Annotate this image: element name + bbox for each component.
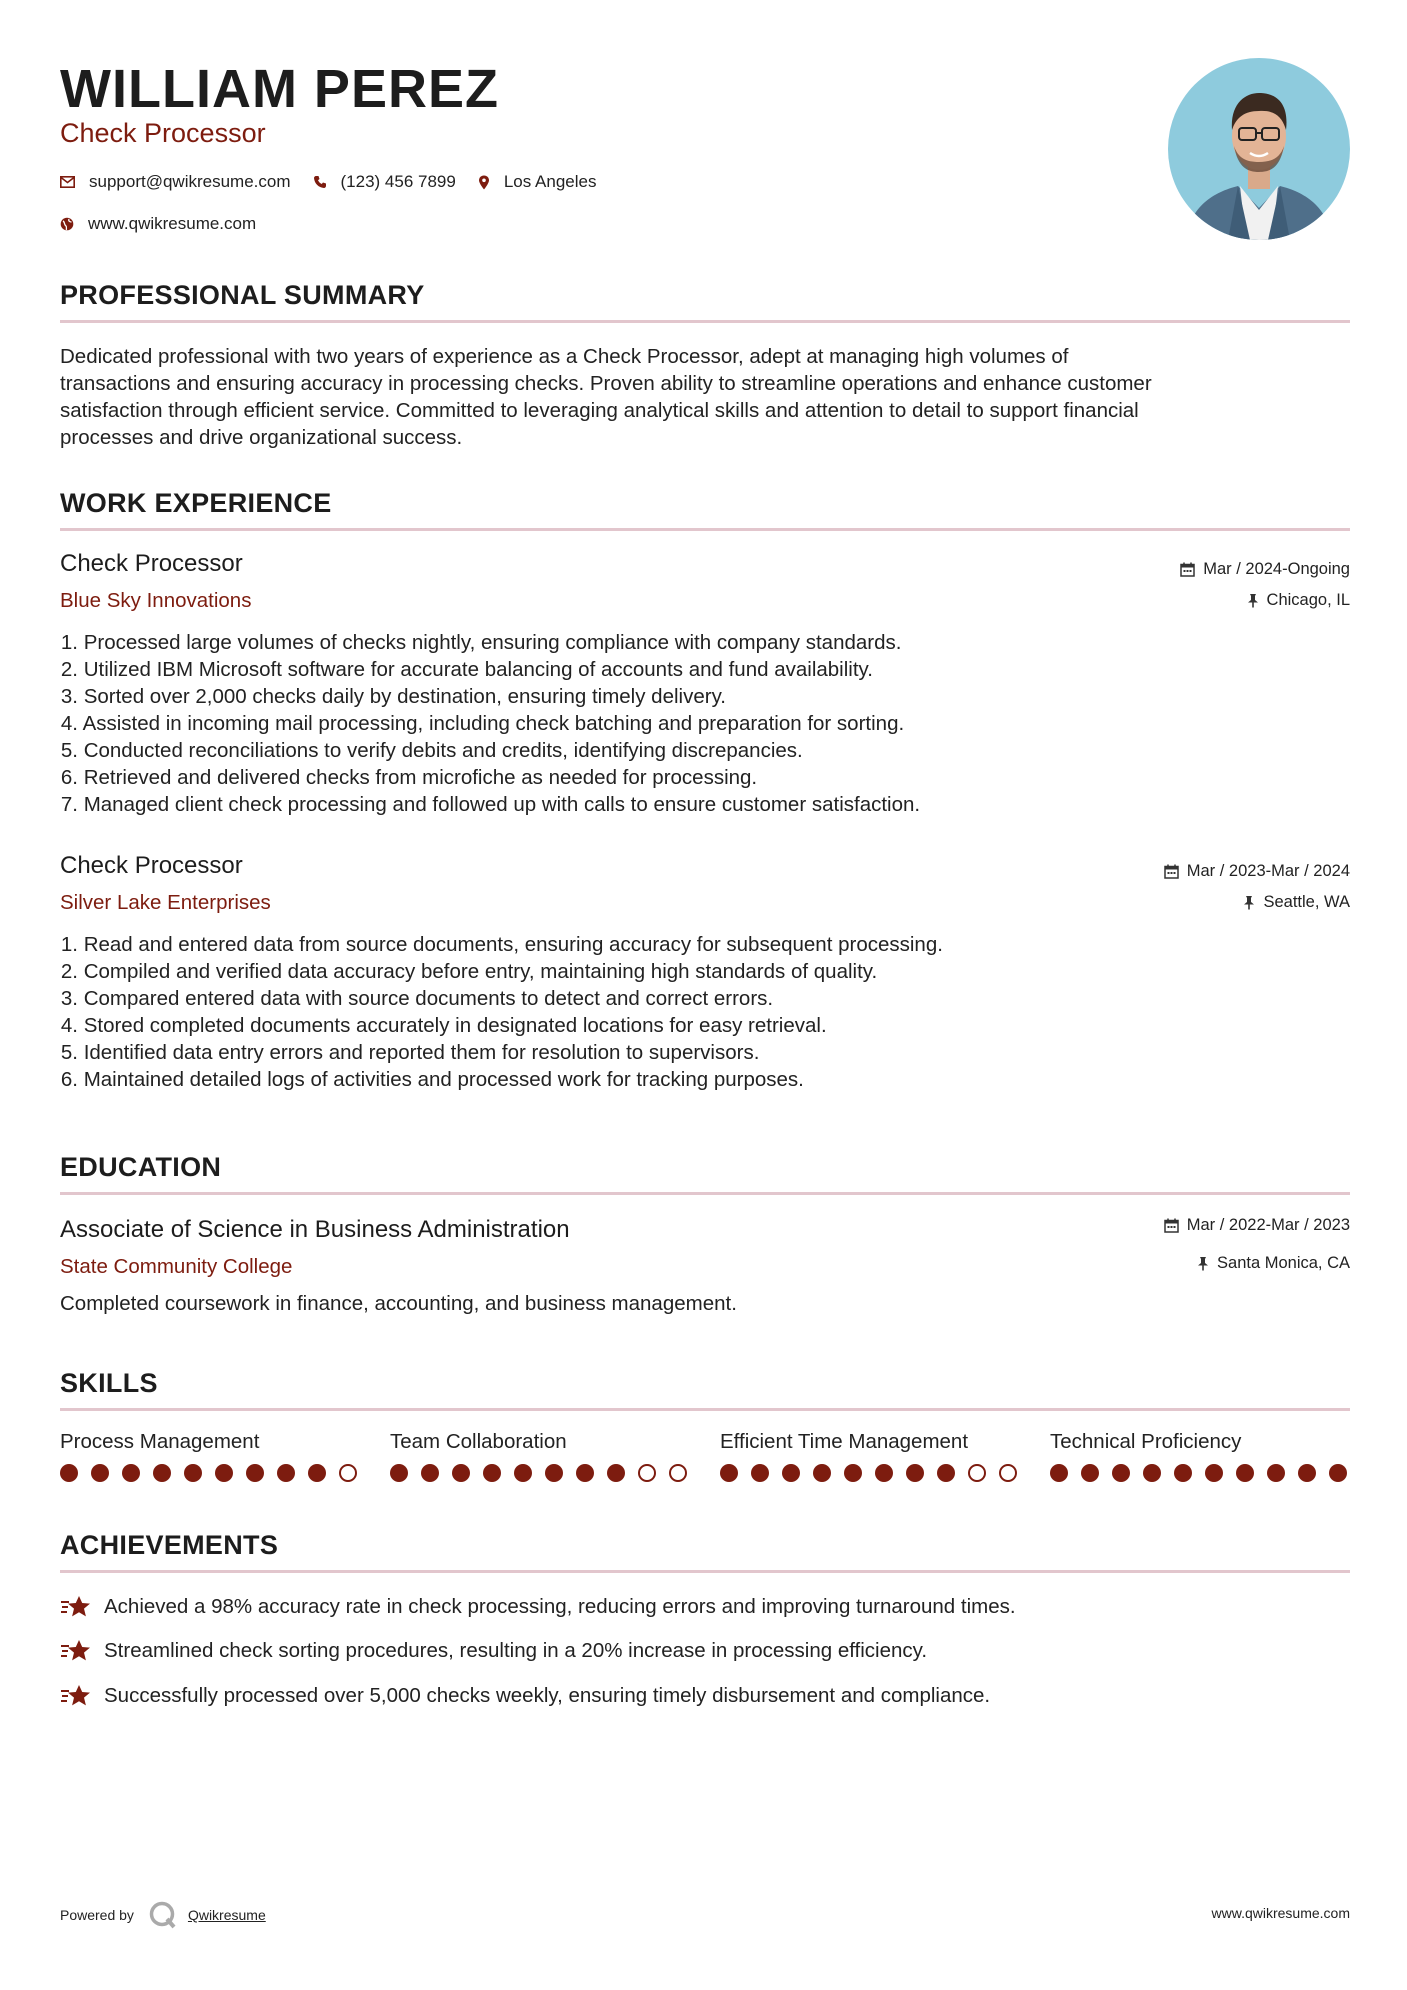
skill-dot-filled	[844, 1464, 862, 1482]
calendar-icon	[1164, 864, 1179, 879]
job-company: Blue Sky Innovations	[60, 589, 252, 612]
skill-dot-filled	[1143, 1464, 1161, 1482]
skill-dot-filled	[937, 1464, 955, 1482]
skill-dot-filled	[1298, 1464, 1316, 1482]
skill-dot-filled	[421, 1464, 439, 1482]
resume-page	[60, 0, 1350, 1990]
achievement-item	[60, 1683, 990, 1709]
achievement-item	[60, 1594, 1016, 1620]
summary-line: Dedicated professional with two years of experience as a Check Processor, adept at managing high volumes of	[60, 345, 1069, 368]
skill-item	[60, 1430, 360, 1482]
skill-dot-filled	[483, 1464, 501, 1482]
list-item: 1. Read and entered data from source documents, ensuring accuracy for subsequent processing.	[60, 933, 943, 956]
section-title-education: EDUCATION	[60, 1152, 222, 1182]
list-item: 5. Identified data entry errors and reported them for resolution to supervisors.	[60, 1041, 760, 1064]
skill-dot-filled	[91, 1464, 109, 1482]
star-award-icon	[60, 1594, 92, 1620]
list-item: 1. Processed large volumes of checks nightly, ensuring compliance with company standards.	[60, 631, 902, 654]
job-company: Silver Lake Enterprises	[60, 891, 271, 914]
job-location-text: Chicago, IL	[1266, 591, 1350, 609]
job-role: Check Processor	[60, 852, 243, 879]
section-divider	[60, 528, 1350, 531]
list-item: 3. Sorted over 2,000 checks daily by destination, ensuring timely delivery.	[60, 685, 726, 708]
qwikresume-link[interactable]: Qwikresume	[187, 1907, 266, 1923]
skill-dot-filled	[1081, 1464, 1099, 1482]
skill-dot-filled	[122, 1464, 140, 1482]
skill-dot-filled	[576, 1464, 594, 1482]
phone-icon	[313, 175, 327, 189]
skill-item	[720, 1430, 1020, 1482]
skill-dot-filled	[277, 1464, 295, 1482]
phone-text: (123) 456 7899	[340, 172, 456, 191]
skill-dot-filled	[308, 1464, 326, 1482]
section-divider	[60, 1192, 1350, 1195]
contact-website[interactable]	[60, 214, 256, 234]
skill-rating	[390, 1464, 690, 1482]
candidate-title: Check Processor	[60, 118, 266, 148]
education-school: State Community College	[60, 1255, 293, 1278]
footer-website[interactable]: www.qwikresume.com	[1211, 1905, 1350, 1921]
skill-rating	[720, 1464, 1020, 1482]
list-item: 2. Compiled and verified data accuracy before entry, maintaining high standards of quality.	[60, 960, 878, 983]
skill-name: Team Collaboration	[390, 1430, 567, 1453]
achievement-text: Streamlined check sorting procedures, resulting in a 20% increase in processing efficiency.	[104, 1639, 928, 1662]
map-pin-icon	[478, 175, 490, 190]
section-title-skills: SKILLS	[60, 1368, 158, 1398]
skill-dot-filled	[813, 1464, 831, 1482]
mail-icon	[60, 176, 75, 188]
list-item: 6. Retrieved and delivered checks from microfiche as needed for processing.	[60, 766, 758, 789]
list-item: 2. Utilized IBM Microsoft software for accurate balancing of accounts and fund availability.	[60, 658, 873, 681]
profile-photo	[1168, 58, 1350, 240]
job-location	[1247, 591, 1350, 610]
skill-dot-filled	[60, 1464, 78, 1482]
summary-text	[60, 343, 1350, 451]
education-dates	[1164, 1216, 1350, 1235]
skill-dot-filled	[1329, 1464, 1347, 1482]
skill-dot-filled	[246, 1464, 264, 1482]
education-description: Completed coursework in finance, accounting, and business management.	[60, 1292, 737, 1315]
skill-item	[390, 1430, 690, 1482]
list-item: 7. Managed client check processing and followed up with calls to ensure customer satisfaction.	[60, 793, 921, 816]
skill-dot-filled	[875, 1464, 893, 1482]
job-dates	[1180, 560, 1350, 579]
skill-dot-filled	[184, 1464, 202, 1482]
list-item: 5. Conducted reconciliations to verify debits and credits, identifying discrepancies.	[60, 739, 803, 762]
job-dates-text: Mar / 2023-Mar / 2024	[1186, 862, 1350, 880]
list-item: 6. Maintained detailed logs of activities and processed work for tracking purposes.	[60, 1068, 804, 1091]
skill-dot-filled	[1205, 1464, 1223, 1482]
job-location	[1243, 893, 1350, 912]
skill-rating	[1050, 1464, 1350, 1482]
skill-dot-filled	[215, 1464, 233, 1482]
skill-dot-empty	[638, 1464, 656, 1482]
skill-dot-empty	[669, 1464, 687, 1482]
contact-row	[60, 172, 618, 192]
email-text: support@qwikresume.com	[89, 172, 291, 191]
location-text: Los Angeles	[503, 172, 597, 191]
skill-name: Efficient Time Management	[720, 1430, 969, 1453]
contact-phone[interactable]	[313, 172, 456, 192]
skill-item	[1050, 1430, 1350, 1482]
education-location-text: Santa Monica, CA	[1217, 1254, 1350, 1272]
pushpin-icon	[1197, 1256, 1209, 1271]
list-item: 4. Assisted in incoming mail processing, including check batching and preparation for sorting.	[60, 712, 905, 735]
section-title-summary: PROFESSIONAL SUMMARY	[60, 280, 425, 310]
achievement-text: Achieved a 98% accuracy rate in check processing, reducing errors and improving turnaround times.	[104, 1595, 1016, 1618]
job-location-text: Seattle, WA	[1263, 893, 1350, 911]
skill-rating	[60, 1464, 360, 1482]
calendar-icon	[1180, 562, 1195, 577]
education-dates-text: Mar / 2022-Mar / 2023	[1186, 1216, 1350, 1234]
skill-dot-filled	[514, 1464, 532, 1482]
website-text: www.qwikresume.com	[88, 214, 257, 233]
list-item: 4. Stored completed documents accurately in designated locations for easy retrieval.	[60, 1014, 827, 1037]
skill-dot-filled	[607, 1464, 625, 1482]
skill-dot-filled	[1236, 1464, 1254, 1482]
summary-line: satisfaction through efficient service. Committed to leveraging analytical skills and attention to detail to support financial	[60, 399, 1139, 422]
skill-dot-filled	[782, 1464, 800, 1482]
candidate-name: WILLIAM PEREZ	[60, 59, 499, 119]
skill-dot-empty	[339, 1464, 357, 1482]
pushpin-icon	[1247, 593, 1259, 608]
section-title-achievements: ACHIEVEMENTS	[60, 1530, 279, 1560]
powered-by-label: Powered by	[60, 1907, 134, 1923]
job-dates	[1164, 862, 1350, 881]
skill-name: Process Management	[60, 1430, 260, 1453]
skill-dot-filled	[1112, 1464, 1130, 1482]
job-bullets	[60, 931, 1300, 1093]
skill-dot-filled	[545, 1464, 563, 1482]
skill-dot-filled	[1174, 1464, 1192, 1482]
section-divider	[60, 320, 1350, 323]
qwikresume-logo-icon	[148, 1900, 178, 1930]
footer-powered-by	[60, 1900, 266, 1930]
achievement-text: Successfully processed over 5,000 checks weekly, ensuring timely disbursement and compliance.	[104, 1684, 991, 1707]
calendar-icon	[1164, 1218, 1179, 1233]
skill-name: Technical Proficiency	[1050, 1430, 1242, 1453]
list-item: 3. Compared entered data with source documents to detect and correct errors.	[60, 987, 774, 1010]
contact-row-website	[60, 214, 278, 234]
job-bullets	[60, 629, 1300, 818]
section-title-experience: WORK EXPERIENCE	[60, 488, 332, 518]
skill-dot-filled	[452, 1464, 470, 1482]
skill-dot-filled	[720, 1464, 738, 1482]
contact-email[interactable]	[60, 172, 291, 192]
skill-dot-filled	[390, 1464, 408, 1482]
summary-line: transactions and ensuring accuracy in processing checks. Proven ability to streamline operations and enhance customer	[60, 372, 1152, 395]
skill-dot-empty	[999, 1464, 1017, 1482]
job-dates-text: Mar / 2024-Ongoing	[1203, 560, 1350, 578]
section-divider	[60, 1408, 1350, 1411]
skill-dot-filled	[153, 1464, 171, 1482]
globe-icon	[60, 217, 74, 231]
achievement-item	[60, 1638, 927, 1664]
star-award-icon	[60, 1683, 92, 1709]
job-role: Check Processor	[60, 550, 243, 577]
pushpin-icon	[1243, 895, 1255, 910]
education-location	[1197, 1254, 1350, 1273]
section-divider	[60, 1570, 1350, 1573]
skill-dot-filled	[906, 1464, 924, 1482]
education-degree: Associate of Science in Business Administration	[60, 1216, 570, 1243]
skill-dot-filled	[1050, 1464, 1068, 1482]
star-award-icon	[60, 1638, 92, 1664]
skill-dot-empty	[968, 1464, 986, 1482]
summary-line: processes and drive organizational success.	[60, 426, 463, 449]
skill-dot-filled	[751, 1464, 769, 1482]
skill-dot-filled	[1267, 1464, 1285, 1482]
contact-location	[478, 172, 597, 192]
